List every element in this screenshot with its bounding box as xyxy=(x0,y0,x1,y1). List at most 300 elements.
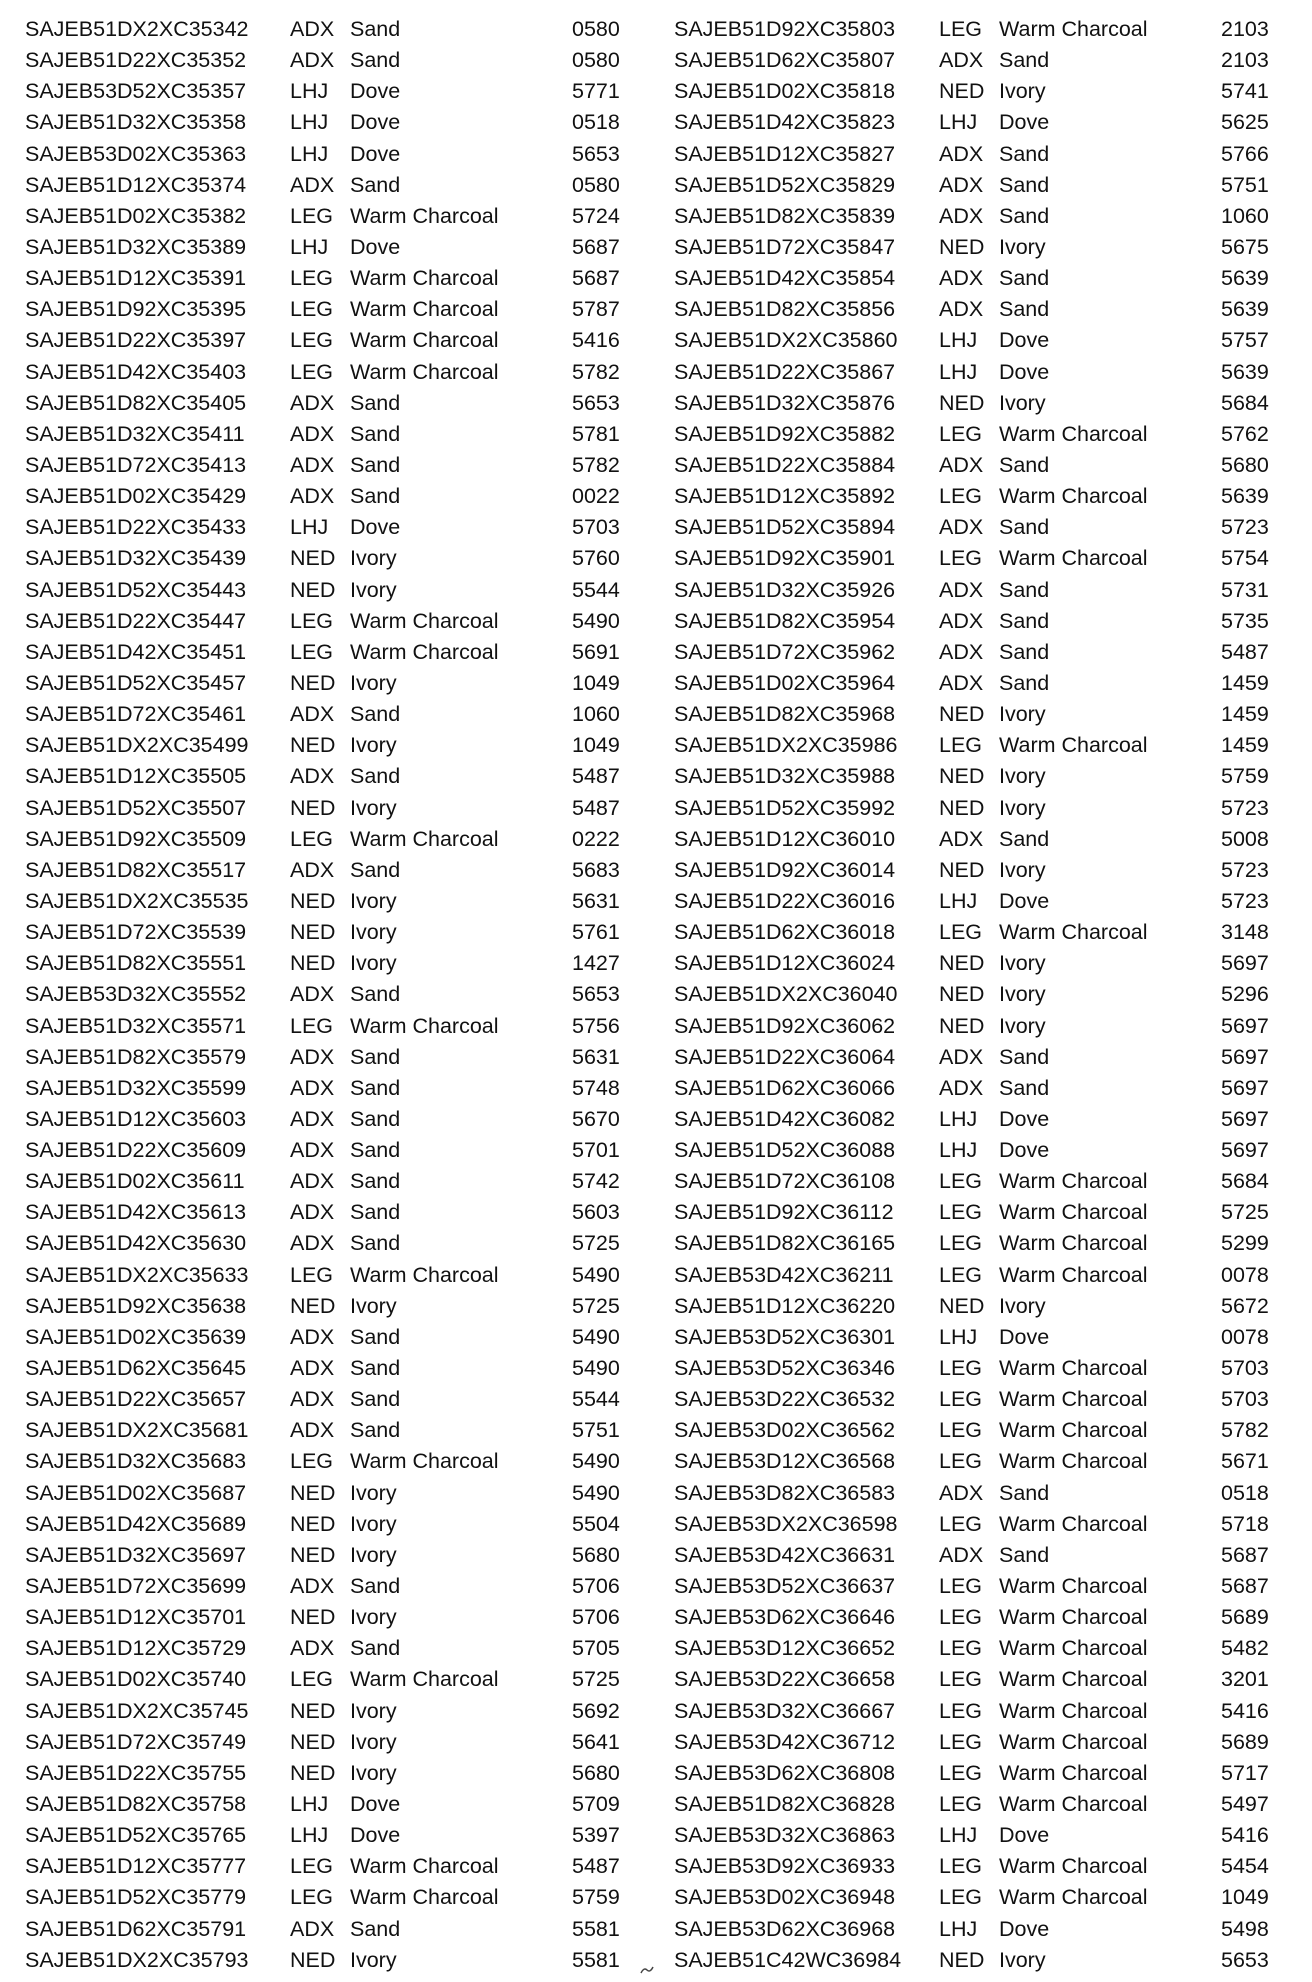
cell-code: NED xyxy=(290,1605,336,1630)
cell-vin: SAJEB51D32XC35389 xyxy=(25,234,247,259)
cell-vin: SAJEB51D52XC35992 xyxy=(674,795,896,820)
cell-vin: SAJEB51D72XC35539 xyxy=(25,920,247,945)
cell-code: LHJ xyxy=(290,79,329,104)
cell-code: LEG xyxy=(939,1449,983,1474)
cell-color: Warm Charcoal xyxy=(999,1511,1148,1536)
cell-color: Sand xyxy=(350,484,401,509)
cell-color: Sand xyxy=(999,608,1050,633)
cell-color: Warm Charcoal xyxy=(999,1667,1148,1692)
cell-color: Warm Charcoal xyxy=(350,1262,499,1287)
cell-num: 5680 xyxy=(1221,452,1269,477)
cell-num: 5504 xyxy=(572,1511,620,1536)
cell-vin: SAJEB51D82XC35758 xyxy=(25,1792,247,1817)
cell-num: 5759 xyxy=(1221,764,1269,789)
cell-code: NED xyxy=(290,733,336,758)
cell-color: Ivory xyxy=(350,951,397,976)
cell-color: Ivory xyxy=(999,795,1046,820)
cell-vin: SAJEB51D22XC35609 xyxy=(25,1138,247,1163)
cell-color: Warm Charcoal xyxy=(999,1418,1148,1443)
cell-vin: SAJEB53D02XC35363 xyxy=(25,141,247,166)
cell-vin: SAJEB53D52XC36301 xyxy=(674,1324,896,1349)
cell-num: 5639 xyxy=(1221,484,1269,509)
cell-code: LEG xyxy=(939,546,983,571)
cell-vin: SAJEB51D72XC36108 xyxy=(674,1169,896,1194)
cell-vin: SAJEB51D12XC35391 xyxy=(25,266,247,291)
cell-color: Warm Charcoal xyxy=(350,297,499,322)
cell-vin: SAJEB51D72XC35962 xyxy=(674,639,896,664)
cell-num: 5416 xyxy=(1221,1698,1269,1723)
cell-code: LEG xyxy=(939,484,983,509)
cell-num: 5416 xyxy=(572,328,620,353)
cell-color: Ivory xyxy=(999,951,1046,976)
cell-num: 5008 xyxy=(1221,826,1269,851)
cell-color: Ivory xyxy=(350,1698,397,1723)
cell-vin: SAJEB51DX2XC35860 xyxy=(674,328,898,353)
cell-vin: SAJEB51D42XC35403 xyxy=(25,359,247,384)
cell-color: Ivory xyxy=(350,920,397,945)
cell-num: 5725 xyxy=(572,1231,620,1256)
cell-code: NED xyxy=(290,1480,336,1505)
cell-vin: SAJEB51D42XC35613 xyxy=(25,1200,247,1225)
cell-vin: SAJEB51D32XC35439 xyxy=(25,546,247,571)
cell-code: LHJ xyxy=(290,141,329,166)
cell-vin: SAJEB51D12XC35729 xyxy=(25,1636,247,1661)
cell-color: Sand xyxy=(350,421,401,446)
cell-color: Warm Charcoal xyxy=(350,266,499,291)
cell-num: 3148 xyxy=(1221,920,1269,945)
cell-code: LEG xyxy=(290,608,334,633)
cell-code: ADX xyxy=(939,639,984,664)
cell-vin: SAJEB51D32XC35358 xyxy=(25,110,247,135)
cell-num: 5723 xyxy=(1221,888,1269,913)
cell-num: 5718 xyxy=(1221,1511,1269,1536)
cell-color: Warm Charcoal xyxy=(350,1854,499,1879)
cell-code: ADX xyxy=(290,48,335,73)
cell-vin: SAJEB51D52XC35894 xyxy=(674,515,896,540)
cell-code: NED xyxy=(939,1013,985,1038)
cell-color: Warm Charcoal xyxy=(350,1449,499,1474)
cell-color: Sand xyxy=(350,857,401,882)
cell-code: ADX xyxy=(290,172,335,197)
cell-num: 5782 xyxy=(572,359,620,384)
cell-code: LEG xyxy=(939,1262,983,1287)
cell-vin: SAJEB51D12XC35505 xyxy=(25,764,247,789)
cell-vin: SAJEB51D32XC35599 xyxy=(25,1075,247,1100)
cell-vin: SAJEB51D62XC35791 xyxy=(25,1916,247,1941)
cell-vin: SAJEB53D12XC36568 xyxy=(674,1449,896,1474)
cell-color: Ivory xyxy=(999,1013,1046,1038)
cell-num: 5723 xyxy=(1221,795,1269,820)
cell-vin: SAJEB51D92XC35901 xyxy=(674,546,896,571)
cell-vin: SAJEB51D02XC35429 xyxy=(25,484,247,509)
cell-num: 3201 xyxy=(1221,1667,1269,1692)
cell-code: LEG xyxy=(939,1231,983,1256)
cell-num: 5782 xyxy=(1221,1418,1269,1443)
cell-color: Warm Charcoal xyxy=(350,639,499,664)
cell-code: LEG xyxy=(939,1636,983,1661)
cell-vin: SAJEB51D82XC36165 xyxy=(674,1231,896,1256)
cell-num: 5299 xyxy=(1221,1231,1269,1256)
cell-num: 5782 xyxy=(572,452,620,477)
cell-code: NED xyxy=(939,982,985,1007)
cell-num: 5631 xyxy=(572,888,620,913)
cell-num: 5703 xyxy=(1221,1387,1269,1412)
cell-color: Sand xyxy=(350,1200,401,1225)
cell-color: Dove xyxy=(999,110,1050,135)
cell-code: LHJ xyxy=(939,110,978,135)
cell-vin: SAJEB53D62XC36646 xyxy=(674,1605,896,1630)
cell-color: Warm Charcoal xyxy=(999,1885,1148,1910)
cell-vin: SAJEB51D12XC36024 xyxy=(674,951,896,976)
cell-num: 5487 xyxy=(572,1854,620,1879)
cell-code: LEG xyxy=(939,1885,983,1910)
cell-code: LEG xyxy=(939,1356,983,1381)
cell-num: 5787 xyxy=(572,297,620,322)
cell-color: Warm Charcoal xyxy=(999,1698,1148,1723)
cell-num: 5762 xyxy=(1221,421,1269,446)
cell-num: 1049 xyxy=(1221,1885,1269,1910)
cell-code: LEG xyxy=(290,203,334,228)
cell-vin: SAJEB51D82XC35405 xyxy=(25,390,247,415)
cell-color: Sand xyxy=(350,1075,401,1100)
cell-color: Sand xyxy=(350,1169,401,1194)
cell-code: ADX xyxy=(290,1324,335,1349)
cell-color: Warm Charcoal xyxy=(999,1760,1148,1785)
cell-num: 5697 xyxy=(1221,1075,1269,1100)
cell-code: NED xyxy=(290,1760,336,1785)
cell-color: Dove xyxy=(999,1106,1050,1131)
cell-vin: SAJEB51D12XC36220 xyxy=(674,1293,896,1318)
cell-color: Sand xyxy=(350,1231,401,1256)
cell-color: Sand xyxy=(350,982,401,1007)
cell-color: Warm Charcoal xyxy=(999,421,1148,446)
cell-code: ADX xyxy=(939,297,984,322)
cell-vin: SAJEB51D92XC36112 xyxy=(674,1200,894,1225)
cell-num: 5581 xyxy=(572,1947,620,1972)
cell-code: ADX xyxy=(290,484,335,509)
cell-code: ADX xyxy=(290,857,335,882)
cell-color: Warm Charcoal xyxy=(350,1667,499,1692)
cell-code: LEG xyxy=(939,1605,983,1630)
cell-color: Warm Charcoal xyxy=(999,1792,1148,1817)
cell-num: 5544 xyxy=(572,1387,620,1412)
cell-color: Warm Charcoal xyxy=(999,1854,1148,1879)
cell-color: Sand xyxy=(350,1106,401,1131)
cell-code: ADX xyxy=(290,1169,335,1194)
cell-num: 5754 xyxy=(1221,546,1269,571)
cell-vin: SAJEB53D42XC36712 xyxy=(674,1729,896,1754)
cell-vin: SAJEB51D22XC35884 xyxy=(674,452,896,477)
cell-code: ADX xyxy=(939,452,984,477)
cell-vin: SAJEB53D52XC36637 xyxy=(674,1574,896,1599)
cell-color: Dove xyxy=(350,79,401,104)
cell-vin: SAJEB51D82XC35551 xyxy=(25,951,247,976)
cell-vin: SAJEB51D92XC35882 xyxy=(674,421,896,446)
cell-color: Ivory xyxy=(999,79,1046,104)
cell-vin: SAJEB51D52XC35507 xyxy=(25,795,247,820)
cell-vin: SAJEB51D42XC35689 xyxy=(25,1511,247,1536)
cell-color: Ivory xyxy=(350,1511,397,1536)
cell-code: LEG xyxy=(290,1885,334,1910)
cell-code: LHJ xyxy=(939,328,978,353)
cell-code: ADX xyxy=(290,1106,335,1131)
cell-vin: SAJEB51D42XC35630 xyxy=(25,1231,247,1256)
cell-color: Sand xyxy=(350,48,401,73)
cell-num: 5639 xyxy=(1221,297,1269,322)
cell-code: ADX xyxy=(939,1044,984,1069)
cell-code: LHJ xyxy=(290,234,329,259)
cell-num: 5692 xyxy=(572,1698,620,1723)
cell-color: Ivory xyxy=(350,888,397,913)
cell-num: 5723 xyxy=(1221,515,1269,540)
cell-code: ADX xyxy=(290,1636,335,1661)
cell-code: ADX xyxy=(939,1075,984,1100)
cell-vin: SAJEB51D42XC35451 xyxy=(25,639,247,664)
cell-code: LHJ xyxy=(939,1916,978,1941)
cell-code: LHJ xyxy=(290,1792,329,1817)
cell-num: 1459 xyxy=(1221,670,1269,695)
cell-code: ADX xyxy=(290,421,335,446)
cell-num: 1060 xyxy=(1221,203,1269,228)
cell-vin: SAJEB51D72XC35749 xyxy=(25,1729,247,1754)
cell-num: 5497 xyxy=(1221,1792,1269,1817)
cell-color: Dove xyxy=(350,234,401,259)
cell-num: 5639 xyxy=(1221,359,1269,384)
cell-vin: SAJEB51D62XC35807 xyxy=(674,48,896,73)
cell-code: ADX xyxy=(939,203,984,228)
cell-color: Dove xyxy=(999,1324,1050,1349)
cell-vin: SAJEB51D12XC35603 xyxy=(25,1106,247,1131)
cell-color: Sand xyxy=(999,826,1050,851)
cell-code: NED xyxy=(290,1542,336,1567)
cell-code: NED xyxy=(290,1947,336,1972)
cell-num: 5697 xyxy=(1221,951,1269,976)
cell-vin: SAJEB53D52XC35357 xyxy=(25,79,247,104)
cell-num: 5725 xyxy=(1221,1200,1269,1225)
cell-color: Warm Charcoal xyxy=(999,1200,1148,1225)
cell-color: Warm Charcoal xyxy=(999,920,1148,945)
cell-vin: SAJEB51D32XC35411 xyxy=(25,421,245,446)
cell-num: 5705 xyxy=(572,1636,620,1661)
cell-code: NED xyxy=(939,79,985,104)
cell-vin: SAJEB53D92XC36933 xyxy=(674,1854,896,1879)
cell-color: Ivory xyxy=(350,1293,397,1318)
cell-num: 1049 xyxy=(572,670,620,695)
cell-color: Sand xyxy=(999,515,1050,540)
cell-vin: SAJEB53D32XC36667 xyxy=(674,1698,896,1723)
cell-num: 5751 xyxy=(572,1418,620,1443)
cell-code: LEG xyxy=(939,1418,983,1443)
cell-num: 5735 xyxy=(1221,608,1269,633)
cell-code: ADX xyxy=(290,702,335,727)
cell-color: Sand xyxy=(350,452,401,477)
cell-color: Warm Charcoal xyxy=(999,1231,1148,1256)
cell-num: 2103 xyxy=(1221,17,1269,41)
cell-code: NED xyxy=(290,670,336,695)
cell-num: 5625 xyxy=(1221,110,1269,135)
cell-color: Sand xyxy=(350,1356,401,1381)
cell-vin: SAJEB51D82XC35579 xyxy=(25,1044,247,1069)
cell-color: Ivory xyxy=(999,234,1046,259)
cell-num: 5709 xyxy=(572,1792,620,1817)
cell-num: 0222 xyxy=(572,826,620,851)
cell-vin: SAJEB53D42XC36211 xyxy=(674,1262,894,1287)
cell-num: 1459 xyxy=(1221,702,1269,727)
cell-code: NED xyxy=(939,795,985,820)
cell-num: 5706 xyxy=(572,1574,620,1599)
cell-color: Ivory xyxy=(999,857,1046,882)
cell-color: Sand xyxy=(999,141,1050,166)
cell-code: LEG xyxy=(290,1013,334,1038)
cell-vin: SAJEB51D12XC35777 xyxy=(25,1854,247,1879)
cell-vin: SAJEB51DX2XC35499 xyxy=(25,733,249,758)
cell-code: LEG xyxy=(939,421,983,446)
cell-vin: SAJEB51DX2XC35535 xyxy=(25,888,249,913)
cell-num: 5544 xyxy=(572,577,620,602)
cell-color: Warm Charcoal xyxy=(999,17,1148,41)
cell-color: Warm Charcoal xyxy=(999,546,1148,571)
cell-code: ADX xyxy=(290,1387,335,1412)
cell-color: Ivory xyxy=(350,1542,397,1567)
cell-code: LHJ xyxy=(290,515,329,540)
cell-code: LEG xyxy=(939,920,983,945)
cell-color: Ivory xyxy=(350,1729,397,1754)
cell-vin: SAJEB51D32XC35571 xyxy=(25,1013,247,1038)
cell-num: 0022 xyxy=(572,484,620,509)
cell-num: 1060 xyxy=(572,702,620,727)
cell-code: LEG xyxy=(939,1511,983,1536)
cell-color: Dove xyxy=(350,110,401,135)
cell-num: 5672 xyxy=(1221,1293,1269,1318)
cell-vin: SAJEB51D02XC35639 xyxy=(25,1324,247,1349)
cell-code: LHJ xyxy=(939,1823,978,1848)
cell-code: LEG xyxy=(290,639,334,664)
cell-color: Sand xyxy=(999,172,1050,197)
cell-code: LEG xyxy=(290,1667,334,1692)
cell-code: NED xyxy=(939,764,985,789)
cell-num: 5703 xyxy=(572,515,620,540)
cell-color: Ivory xyxy=(350,670,397,695)
cell-num: 5724 xyxy=(572,203,620,228)
cell-code: ADX xyxy=(939,1542,984,1567)
cell-vin: SAJEB51D22XC35657 xyxy=(25,1387,247,1412)
cell-vin: SAJEB51D72XC35413 xyxy=(25,452,247,477)
cell-code: LEG xyxy=(939,1792,983,1817)
cell-code: LHJ xyxy=(939,888,978,913)
cell-vin: SAJEB51D42XC35823 xyxy=(674,110,896,135)
cell-color: Ivory xyxy=(999,982,1046,1007)
cell-vin: SAJEB51D52XC35829 xyxy=(674,172,896,197)
cell-num: 5748 xyxy=(572,1075,620,1100)
cell-vin: SAJEB51D92XC36014 xyxy=(674,857,896,882)
cell-vin: SAJEB51D62XC36018 xyxy=(674,920,896,945)
cell-num: 5771 xyxy=(572,79,620,104)
cell-color: Sand xyxy=(350,1138,401,1163)
cell-num: 5725 xyxy=(572,1667,620,1692)
cell-num: 5742 xyxy=(572,1169,620,1194)
cell-color: Ivory xyxy=(999,702,1046,727)
cell-vin: SAJEB53DX2XC36598 xyxy=(674,1511,898,1536)
cell-num: 5701 xyxy=(572,1138,620,1163)
cell-num: 5725 xyxy=(572,1293,620,1318)
cell-color: Warm Charcoal xyxy=(350,826,499,851)
cell-code: ADX xyxy=(290,982,335,1007)
cell-vin: SAJEB51D92XC35509 xyxy=(25,826,247,851)
cell-vin: SAJEB51DX2XC35342 xyxy=(25,17,249,41)
cell-num: 5717 xyxy=(1221,1760,1269,1785)
cell-num: 5751 xyxy=(1221,172,1269,197)
cell-code: NED xyxy=(290,1729,336,1754)
cell-code: NED xyxy=(290,577,336,602)
cell-num: 0518 xyxy=(572,110,620,135)
cell-code: ADX xyxy=(290,1231,335,1256)
cell-num: 5756 xyxy=(572,1013,620,1038)
cell-color: Dove xyxy=(999,359,1050,384)
cell-vin: SAJEB51D72XC35847 xyxy=(674,234,896,259)
cell-vin: SAJEB51D32XC35683 xyxy=(25,1449,247,1474)
cell-color: Sand xyxy=(999,452,1050,477)
cell-color: Sand xyxy=(350,390,401,415)
cell-code: ADX xyxy=(290,1356,335,1381)
cell-color: Dove xyxy=(350,141,401,166)
cell-num: 0518 xyxy=(1221,1480,1269,1505)
cell-num: 5670 xyxy=(572,1106,620,1131)
cell-code: NED xyxy=(290,1293,336,1318)
cell-color: Ivory xyxy=(350,1947,397,1972)
cell-code: ADX xyxy=(290,1138,335,1163)
cell-vin: SAJEB51DX2XC36040 xyxy=(674,982,898,1007)
cell-code: NED xyxy=(939,234,985,259)
cell-num: 5490 xyxy=(572,1324,620,1349)
cell-num: 5487 xyxy=(572,764,620,789)
cell-num: 5487 xyxy=(572,795,620,820)
cell-vin: SAJEB51D82XC35839 xyxy=(674,203,896,228)
cell-code: LEG xyxy=(939,1760,983,1785)
cell-num: 5490 xyxy=(572,1449,620,1474)
cell-code: LEG xyxy=(939,1698,983,1723)
cell-code: NED xyxy=(290,888,336,913)
cell-vin: SAJEB53D22XC36658 xyxy=(674,1667,896,1692)
cell-vin: SAJEB53D82XC36583 xyxy=(674,1480,896,1505)
cell-color: Warm Charcoal xyxy=(999,484,1148,509)
cell-vin: SAJEB53D42XC36631 xyxy=(674,1542,896,1567)
cell-num: 5757 xyxy=(1221,328,1269,353)
cell-vin: SAJEB51D92XC35803 xyxy=(674,17,896,41)
cell-num: 5487 xyxy=(1221,639,1269,664)
cell-code: LHJ xyxy=(939,359,978,384)
cell-vin: SAJEB51D32XC35876 xyxy=(674,390,896,415)
cell-vin: SAJEB51D42XC35854 xyxy=(674,266,896,291)
cell-num: 5706 xyxy=(572,1605,620,1630)
cell-color: Warm Charcoal xyxy=(350,203,499,228)
cell-num: 5684 xyxy=(1221,1169,1269,1194)
cell-vin: SAJEB51D52XC35443 xyxy=(25,577,247,602)
cell-code: ADX xyxy=(290,1574,335,1599)
cell-vin: SAJEB51D82XC35954 xyxy=(674,608,896,633)
cell-vin: SAJEB51D22XC35447 xyxy=(25,608,247,633)
cell-code: NED xyxy=(290,920,336,945)
cell-vin: SAJEB51D02XC35687 xyxy=(25,1480,247,1505)
cell-vin: SAJEB51D22XC35755 xyxy=(25,1760,247,1785)
cell-color: Dove xyxy=(999,328,1050,353)
cell-code: ADX xyxy=(939,608,984,633)
cell-vin: SAJEB51D52XC36088 xyxy=(674,1138,896,1163)
cell-num: 5639 xyxy=(1221,266,1269,291)
cell-code: NED xyxy=(939,1947,985,1972)
cell-num: 5490 xyxy=(572,1262,620,1287)
cell-code: LHJ xyxy=(939,1106,978,1131)
cell-num: 5689 xyxy=(1221,1729,1269,1754)
